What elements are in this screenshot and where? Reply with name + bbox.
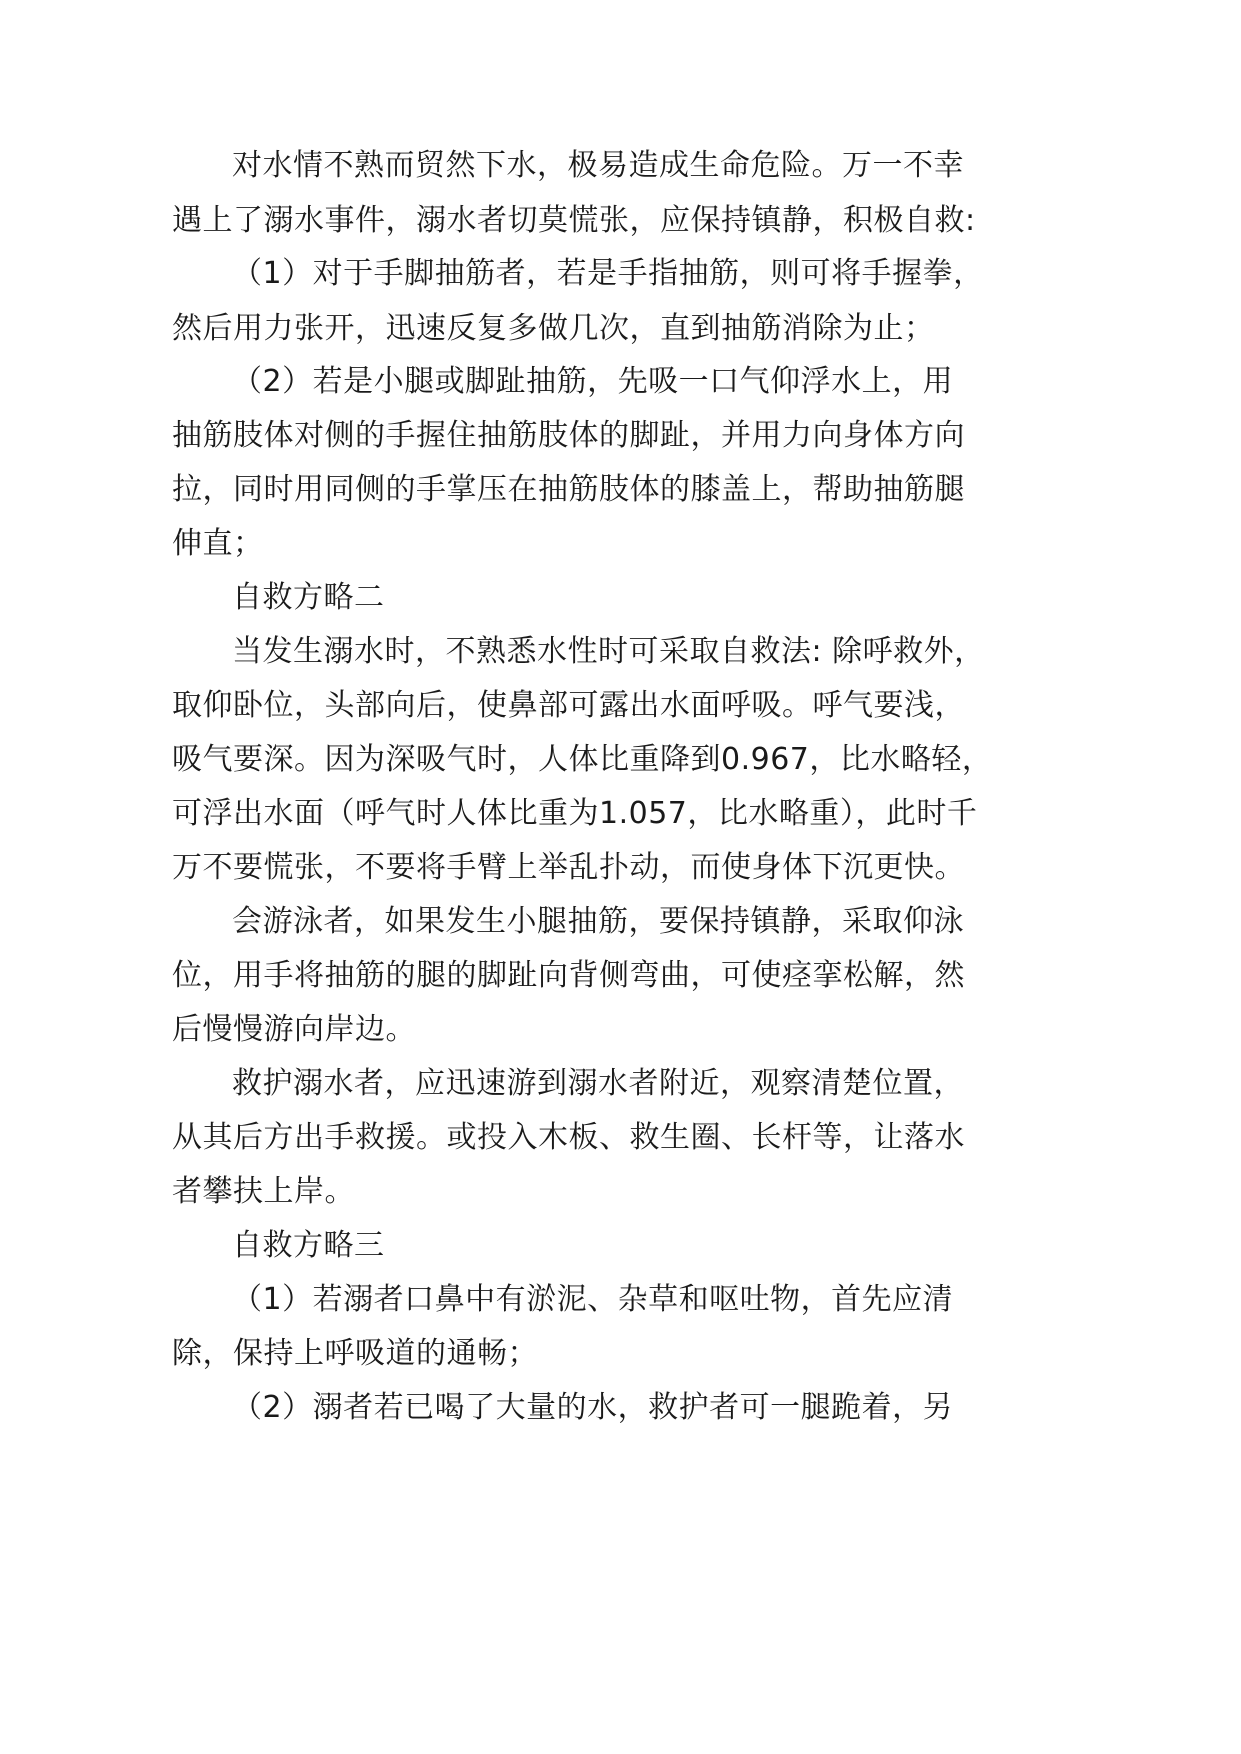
text-line: 抽筋肢体对侧的手握住抽筋肢体的脚趾，并用力向身体方向 xyxy=(172,418,965,453)
text-line: 取仰卧位，头部向后，使鼻部可露出水面呼吸。呼气要浅， xyxy=(172,688,965,723)
text-line: 然后用力张开，迅速反复多做几次，直到抽筋消除为止； xyxy=(172,311,935,346)
text-line: 可浮出水面（呼气时人体比重为1.057，比水略重），此时千 xyxy=(172,796,978,831)
text-line: 从其后方出手救援。或投入木板、救生圈、长杆等，让落水 xyxy=(172,1120,965,1155)
text-line: 者攀扶上岸。 xyxy=(172,1174,355,1209)
text-line: 对水情不熟而贸然下水，极易造成生命危险。万一不幸 xyxy=(232,148,964,183)
text-line: （1）对于手脚抽筋者，若是手指抽筋，则可将手握拳， xyxy=(232,256,984,291)
section-heading: 自救方略三 xyxy=(232,1228,385,1263)
text-line: 除，保持上呼吸道的通畅； xyxy=(172,1336,538,1371)
text-line: （2）溺者若已喝了大量的水，救护者可一腿跪着，另 xyxy=(232,1390,954,1425)
text-line: 拉，同时用同侧的手掌压在抽筋肢体的膝盖上，帮助抽筋腿 xyxy=(172,472,965,507)
text-line: 后慢慢游向岸边。 xyxy=(172,1012,416,1047)
text-line: 遇上了溺水事件，溺水者切莫慌张，应保持镇静，积极自救: xyxy=(172,203,976,238)
text-line: 万不要慌张，不要将手臂上举乱扑动，而使身体下沉更快。 xyxy=(172,850,965,885)
text-line: 伸直； xyxy=(172,526,264,561)
text-line: 会游泳者，如果发生小腿抽筋，要保持镇静，采取仰泳 xyxy=(232,904,964,939)
text-line: 当发生溺水时，不熟悉水性时可采取自救法: 除呼救外， xyxy=(232,634,985,669)
text-line: 吸气要深。因为深吸气时，人体比重降到0.967，比水略轻， xyxy=(172,742,993,777)
text-line: （2）若是小腿或脚趾抽筋，先吸一口气仰浮水上，用 xyxy=(232,364,954,399)
section-heading: 自救方略二 xyxy=(232,580,385,615)
text-line: 位，用手将抽筋的腿的脚趾向背侧弯曲，可使痉挛松解，然 xyxy=(172,958,965,993)
text-line: 救护溺水者，应迅速游到溺水者附近，观察清楚位置， xyxy=(232,1066,964,1101)
text-line: （1）若溺者口鼻中有淤泥、杂草和呕吐物，首先应清 xyxy=(232,1282,954,1317)
